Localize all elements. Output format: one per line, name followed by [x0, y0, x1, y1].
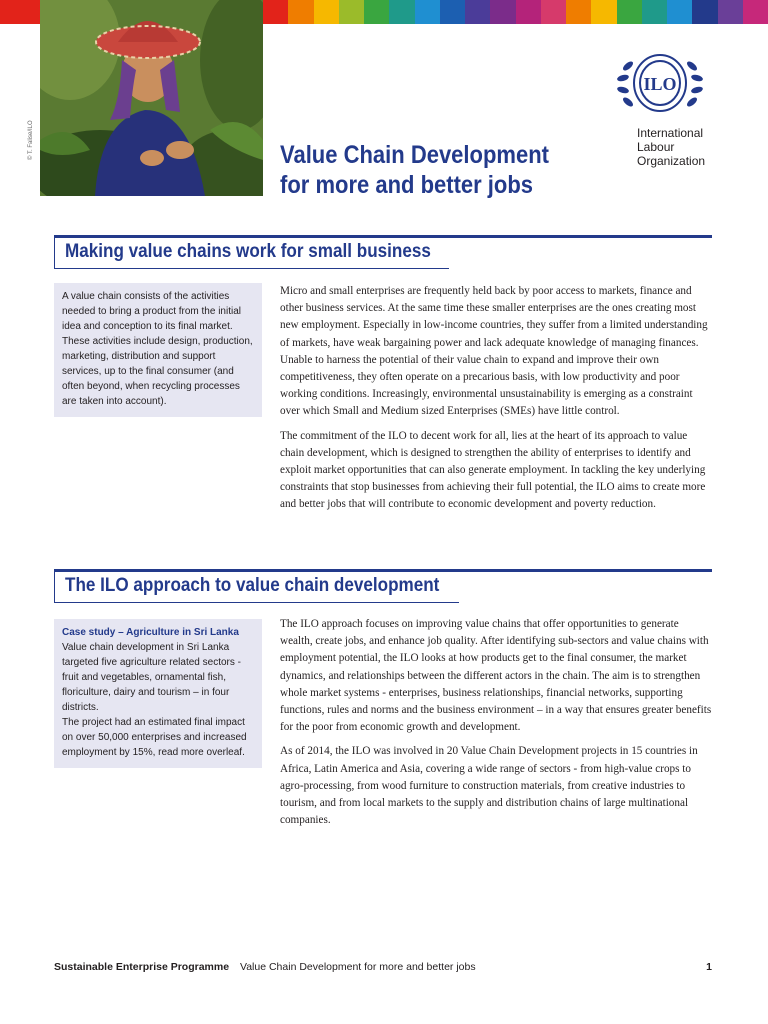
stripe-segment — [465, 0, 490, 24]
photo-credit: © T. Falise/ILO — [28, 120, 34, 160]
stripe-segment — [718, 0, 743, 24]
stripe-segment — [339, 0, 364, 24]
organization-name-line-3: Organization — [637, 154, 706, 168]
organization-name-line-1: International — [637, 126, 704, 140]
cover-photo — [40, 0, 263, 196]
stripe-segment — [591, 0, 616, 24]
page-title — [280, 140, 570, 200]
header-color-stripe — [263, 0, 768, 24]
stripe-segment — [692, 0, 717, 24]
page-footer — [54, 961, 712, 973]
stripe-segment — [516, 0, 541, 24]
case-study-dash: – — [115, 627, 127, 638]
value-chain-definition-box — [54, 283, 262, 417]
stripe-segment — [288, 0, 313, 24]
stripe-segment — [566, 0, 591, 24]
footer-programme: Sustainable Enterprise Programme — [54, 961, 230, 973]
case-study-impact: The project had an estimated final impact on over 50,000 enterprises and increased employment by 15%, read more overleaf. — [62, 717, 247, 758]
stripe-segment — [541, 0, 566, 24]
ilo-logo-text: ILO — [643, 74, 677, 94]
section-heading-small-business — [54, 235, 712, 269]
stripe-segment — [490, 0, 515, 24]
body-paragraph: The commitment of the ILO to decent work for all, lies at the heart of its approach to value chain development, which is designed to strengthen the ability of enterprises to identify and exploit market opportunities that can also generate employment. In tackling the key underlying constraints that stop businesses from achieving their full potential, the ILO aims to create more and better jobs that will contribute to economic development and poverty reduction. — [280, 429, 706, 511]
case-study-label: Case study — [62, 627, 116, 638]
section-heading-text: The ILO approach to value chain development — [65, 575, 440, 596]
header-red-block — [0, 0, 40, 24]
stripe-segment — [617, 0, 642, 24]
section2-body — [280, 616, 712, 836]
section-heading-box — [54, 569, 459, 603]
section-heading-box — [54, 235, 449, 269]
body-paragraph: The ILO approach focuses on improving value chains that offer opportunities to generate wealth, create jobs, and enhance job quality. After identifying sub-sectors and value chains with employment potential, the ILO looks at how products get to the final consumer, the market dynamics, and relationships between the different actors in the chain. The aim is to strengthen whole market systems - enterprises, business relationships, financial networks, supporting functions, rules and norms and the business environment – in a way that ensures greater benefits for the poor from economic growth and development. — [280, 618, 712, 734]
body-paragraph: Micro and small enterprises are frequently held back by poor access to markets, finance and other business services. At the same time these smaller enterprises are the ones creating most new employment. Especially in low-income countries, they suffer from a limited understanding of markets, have weak bargaining power and lack adequate knowledge of managing finances. Unable to harness the potential of their value chain to expand and improve their own competitiveness, they often operate on a precarious basis, with low productivity and poor working conditions. Increasingly, environmental unsustainability is emerging as a constraint over which Small and Medium sized Enterprises (SMEs) have little control. — [280, 285, 708, 418]
organization-name-line-2: Labour — [637, 140, 675, 154]
farmer-photo-illustration — [40, 0, 263, 196]
section1-body — [280, 283, 712, 521]
stripe-segment — [667, 0, 692, 24]
page-number: 1 — [706, 961, 712, 973]
page-title-line-2: for more and better jobs — [280, 171, 534, 199]
stripe-segment — [314, 0, 339, 24]
case-study-box — [54, 619, 262, 768]
stripe-segment — [743, 0, 768, 24]
organization-name — [637, 126, 747, 168]
section-heading-text: Making value chains work for small business — [65, 241, 431, 262]
definition-text: A value chain consists of the activities needed to bring a product from the initial idea and conception to its final market. These activities include design, production, marketing, distribution and support services, up to the final consumer (and often beyond, when recycling processes are taken into account). — [62, 291, 253, 407]
stripe-segment — [389, 0, 414, 24]
body-paragraph: As of 2014, the ILO was involved in 20 Value Chain Development projects in 15 countries in Africa, Latin America and Asia, covering a wide range of sectors - from high-value crops to agro-processing, from wood furniture to construction materials, from creative industries to tourism, and from local markets to the supply and distribution chains of large multinational companies. — [280, 745, 698, 827]
ilo-emblem-icon — [608, 50, 712, 116]
stripe-segment — [364, 0, 389, 24]
stripe-segment — [642, 0, 667, 24]
footer-doc-title: Value Chain Development for more and better jobs — [239, 961, 476, 973]
ilo-logo — [608, 50, 712, 116]
page-title-line-1: Value Chain Development — [280, 141, 549, 169]
case-study-title: Agriculture in Sri Lanka — [126, 627, 239, 638]
stripe-segment — [440, 0, 465, 24]
case-study-heading — [62, 625, 254, 640]
stripe-segment — [263, 0, 288, 24]
stripe-segment — [415, 0, 440, 24]
case-study-text: Value chain development in Sri Lanka targeted five agriculture related sectors - fruit and vegetables, ornamental fish, floriculture, dairy and tourism – in four districts. — [62, 642, 241, 713]
section-heading-ilo-approach — [54, 569, 712, 603]
